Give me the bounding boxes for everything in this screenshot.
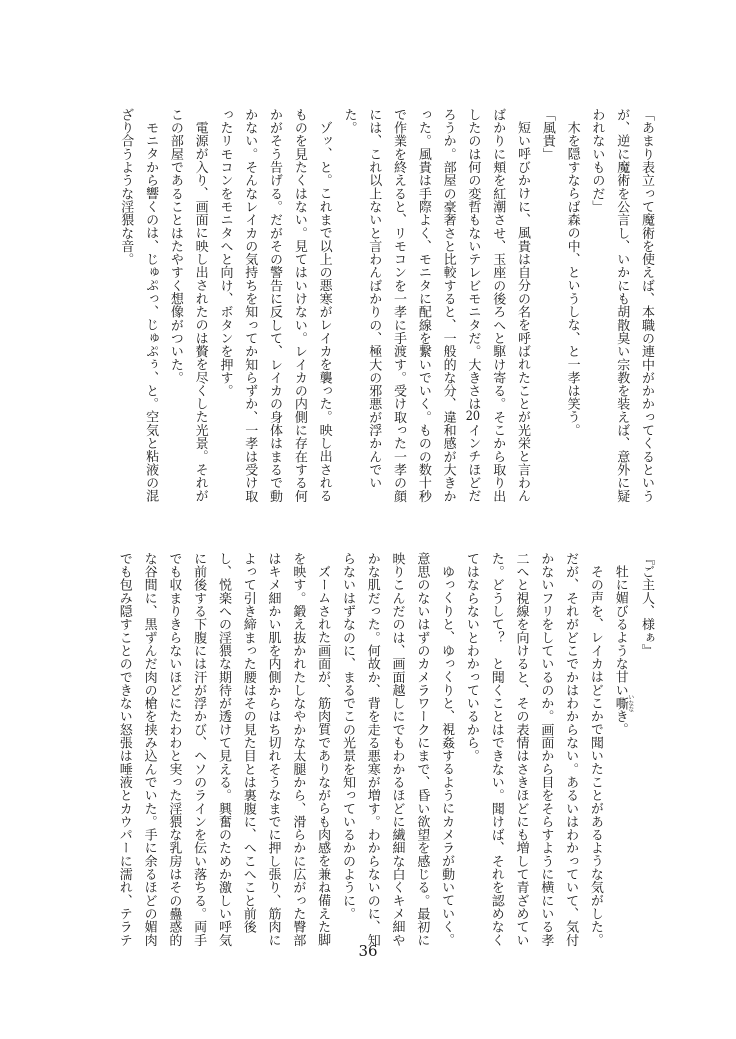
- ruby-annotation: 嘶 いなな: [612, 694, 634, 713]
- text-line: かないフリをしているのか。画面から目をそらすように横にいる孝: [538, 552, 554, 947]
- text-line: ゾッ、と。これまで以上の悪寒がレイカを襲った。映し出される: [316, 121, 332, 503]
- text-line: ものを見たくはない。見てはいけない。レイカの内側に存在する何: [291, 108, 307, 503]
- text-line: 短い呼びかけに、風貴は自分の名を呼ばれたことが光栄と言わん: [515, 121, 531, 503]
- text-line: 木を隠すならば森の中、というしな、と一孝は笑う。: [564, 121, 580, 437]
- text-line: に前後する下腹には汗が浮かび、ヘソのラインを伝い落ちる。両手: [191, 552, 207, 947]
- text-line: われないものだ」: [589, 108, 605, 214]
- text-line: だが、それがどこでかはわからない。あるいはわかっていて、気付: [563, 552, 579, 947]
- text-line: な谷間に、黒ずんだ肉の槍を挟み込んでいた。手に余るほどの媚肉: [141, 552, 157, 947]
- text-line: し、悦楽への淫猥な期待が透けて見える。興奮のためか激しい呼気: [215, 552, 231, 947]
- text-line: らないはずなのに、まるでこの光景を知っているかのように。: [339, 552, 355, 921]
- text-line: はキメ細かい肌を内側からはち切れそうなまでに押し張り、筋肉に: [265, 552, 281, 947]
- text-line: 「風貴」: [539, 108, 555, 161]
- text-line: その声を、レイカはどこかで聞いたことがあるような気がした。: [587, 565, 603, 947]
- top-text-block: [112, 108, 658, 506]
- text-line: ったリモコンをモニタへと向け、ボタンを押す。: [217, 108, 233, 398]
- text-line: ゆっくりと、ゆっくりと、視姦するようにカメラが動いていく。: [439, 565, 455, 947]
- text-line: った。風貴は手際よく、モニタに配線を繋いでいく。ものの数十秒: [415, 108, 431, 503]
- text-line: この部屋であることはたやすく想像がついた。: [167, 108, 183, 385]
- text-line: ざり合うような淫猥な音。: [118, 108, 134, 266]
- text-line: モニタから響くのは、じゅぷっ、じゅぷぅ、と。空気と粘液の混: [143, 121, 159, 503]
- text-line: 『ご主人、様ぁ』: [639, 552, 654, 658]
- text-line: ろうか。部屋の豪奢さと比較すると、一般的な分、違和感が大きか: [440, 108, 456, 503]
- text-line: 牡に媚びるような甘い嘶 いななき。: [612, 565, 634, 736]
- text-line: したのは何の変哲もないテレビモニタだ。大きさは20インチほどだ: [465, 108, 481, 503]
- text-line: ズームされた画面が、筋肉質でありながらも肉感を兼ね備えた脚: [315, 565, 331, 947]
- text-line: を映す。鍛え抜かれたしなやかな太腿から、滑らかに広がった臀部: [290, 552, 306, 947]
- text-line: 二へと視線を向けると、その表情はさきほどにも増して青ざめてい: [513, 552, 529, 947]
- text-line: が、逆に魔術を公言し、いかにも胡散臭い宗教を装えば、意外に疑: [614, 108, 630, 503]
- text-line: ばかりに頬を紅潮させ、玉座の後ろへと駆け寄る。そこから取り出: [490, 108, 506, 503]
- text-line: た。: [341, 108, 357, 135]
- text-line: でも包み隠すことのできない怒張は唾液とカウパーに濡れ、テラテ: [116, 552, 132, 947]
- text-line: で作業を終えると、リモコンを一孝に手渡す。受け取った一孝の顔: [391, 108, 407, 503]
- tate-chu-yoko-number: 20: [465, 410, 481, 424]
- text-line: 意思のないはずのカメラワークにまで、昏い欲望を感じる。最初に: [414, 552, 430, 947]
- text-line: かな肌だった。何故か、背を走る悪寒が増す。わからないのに、知: [364, 552, 380, 947]
- text-line: 「あまり表立って魔術を使えば、本職の連中がかかってくるという: [639, 108, 654, 503]
- bottom-text-block: [111, 552, 658, 950]
- text-line: てはならないとわかっているから。: [463, 552, 479, 763]
- text-line: 映りこんだのは、画面越しにでもわかるほどに繊細な白くキメ細や: [389, 552, 405, 947]
- text-line: 電源が入り、画面に映し出されたのは贅を尽くした光景。それが: [192, 121, 208, 503]
- text-line: よって引き締まった腰はその見た目とは裏腹に、へこへこと前後: [240, 552, 256, 934]
- text-line: でも収まりきらないほどにたわわと実った淫猥な乳房はその蠱惑的: [166, 552, 182, 947]
- text-line: た。どうして？ と聞くことはできない。聞けば、それを認めなく: [488, 552, 504, 947]
- text-line: には、これ以上ないと言わんばかりの、極大の邪悪が浮かんでい: [366, 108, 382, 490]
- text-line: かない。そんなレイカの気持ちを知ってか知らずか、一孝は受け取: [242, 108, 258, 503]
- text-line: かがそう告げる。だがその警告に反して、レイカの身体はまるで動: [267, 108, 283, 503]
- page-number: 36: [358, 942, 378, 960]
